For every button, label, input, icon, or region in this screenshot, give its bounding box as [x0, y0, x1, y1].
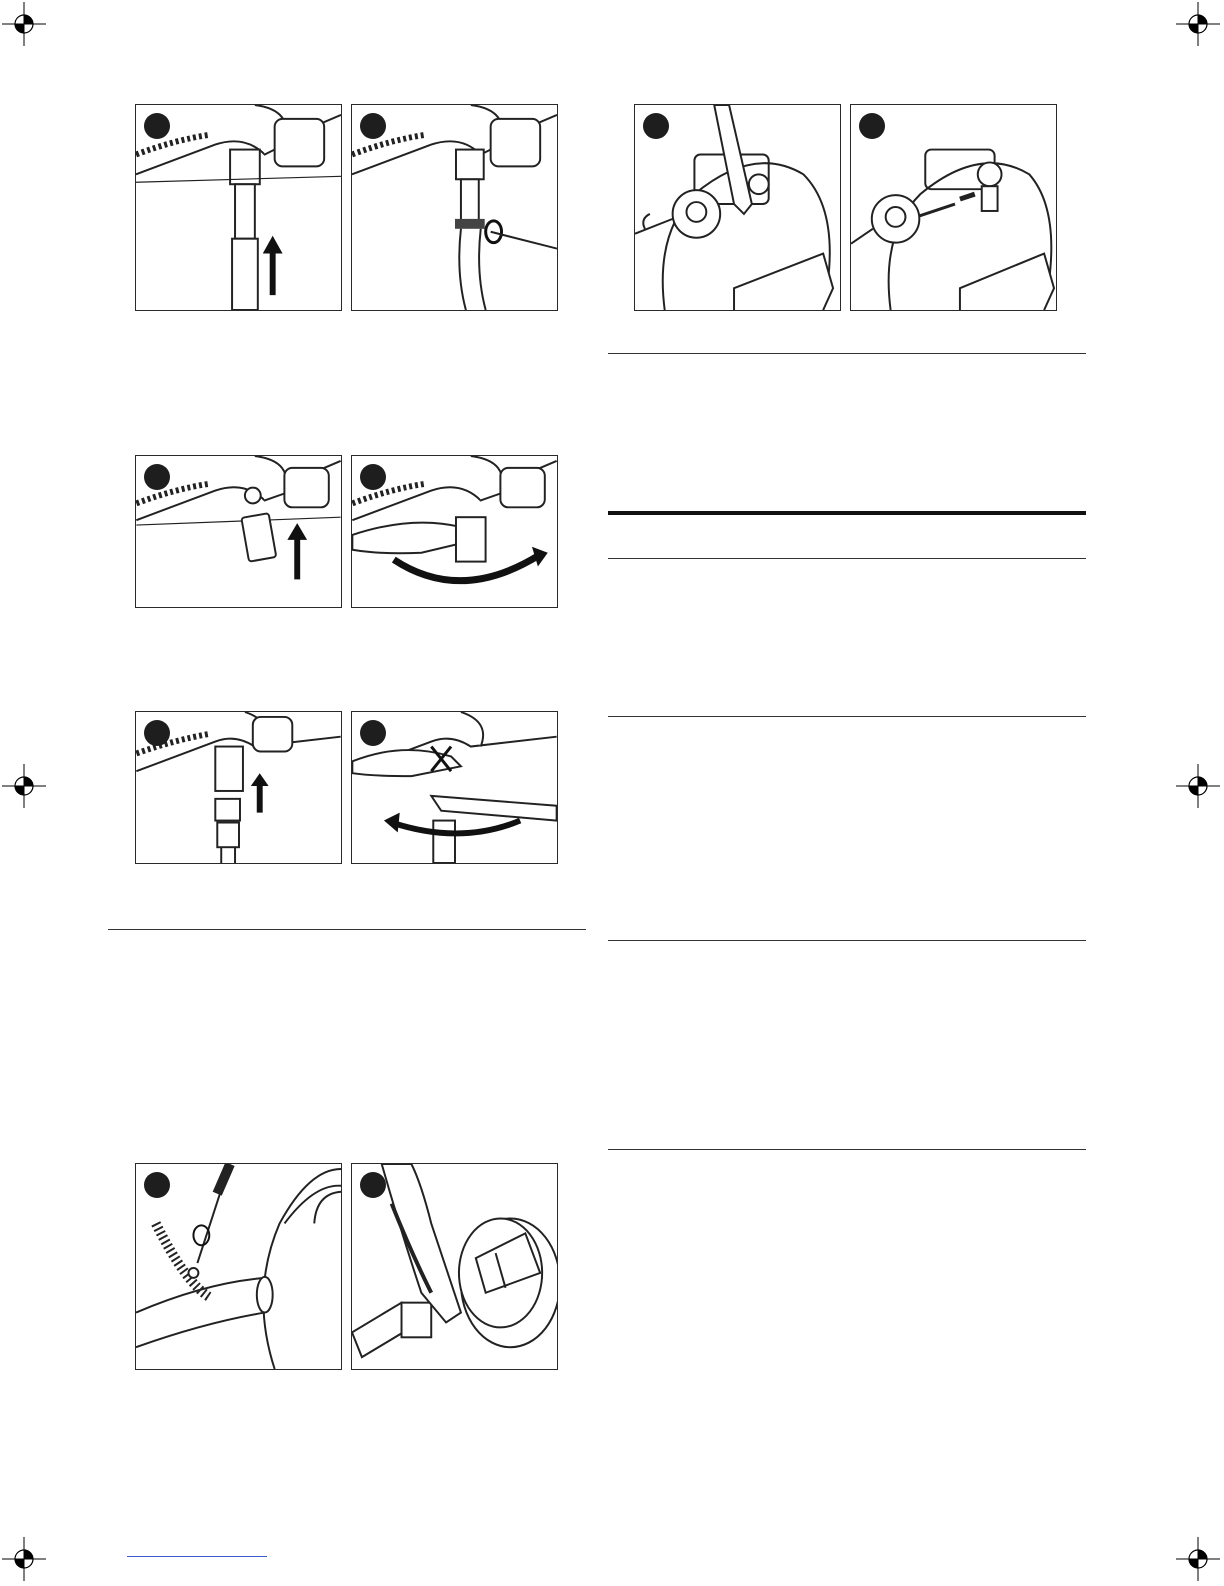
figure-bottle-wrench: [634, 104, 841, 311]
section-divider: [608, 716, 1086, 717]
step-number-badge: [360, 1172, 386, 1198]
step-number-badge: [643, 113, 669, 139]
registration-mark-mid-left: [2, 764, 46, 808]
registration-mark-top-right: [1176, 2, 1220, 46]
figure-regulator-clamp: [135, 1163, 342, 1370]
chapter-divider: [608, 511, 1086, 515]
section-divider: [608, 558, 1086, 559]
step-number-badge: [859, 113, 885, 139]
step-number-badge: [360, 720, 386, 746]
footer-link[interactable]: [127, 1556, 267, 1557]
step-number-badge: [144, 464, 170, 490]
step-number-badge: [360, 464, 386, 490]
figure-two-wrenches: [351, 711, 558, 864]
figure-connector-push: [135, 711, 342, 864]
figure-regulator-detached: [850, 104, 1057, 311]
step-number-badge: [144, 1172, 170, 1198]
figure-hose-clamp: [351, 104, 558, 311]
section-divider: [608, 940, 1086, 941]
registration-mark-bottom-left: [2, 1537, 46, 1581]
step-number-badge: [144, 720, 170, 746]
registration-mark-top-left: [2, 2, 46, 46]
step-number-badge: [360, 113, 386, 139]
section-divider: [608, 353, 1086, 354]
section-divider: [608, 1149, 1086, 1150]
registration-mark-bottom-right: [1176, 1537, 1220, 1581]
registration-mark-mid-right: [1176, 764, 1220, 808]
figure-wrench-tighten: [351, 455, 558, 608]
step-number-badge: [144, 113, 170, 139]
figure-regulator-wrench: [351, 1163, 558, 1370]
figure-hose-push: [135, 104, 342, 311]
figure-adapter-push: [135, 455, 342, 608]
section-divider: [108, 929, 586, 930]
